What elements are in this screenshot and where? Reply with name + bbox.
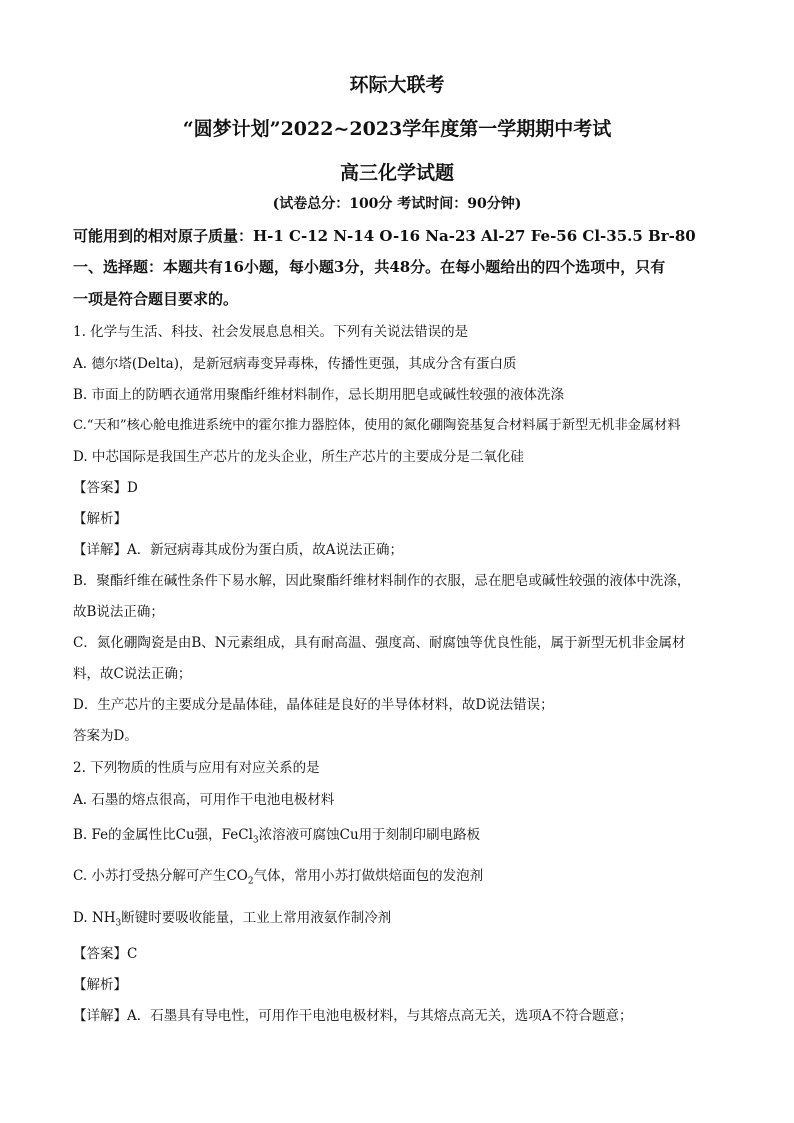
exam-title: “圆梦计划”2022~2023学年度第一学期期中考试 — [182, 118, 612, 140]
formula-fecl3: FeCl$_3$ — [221, 827, 259, 846]
q1-option-b: B. 市面上的防晒衣通常用聚酯纤维材料制作，忌长期用肥皂或碱性较强的液体洗涤 — [73, 387, 565, 403]
q2-answer: 【答案】C — [73, 946, 138, 962]
q2-option-d — [73, 906, 391, 929]
q2-c-text-pre: C. 小苏打受热分解可产生 — [73, 868, 227, 884]
q1-explain-a: 【详解】A．新冠病毒其成份为蛋白质，故A说法正确； — [73, 542, 403, 558]
q2-c-text-post: 气体，常用小苏打做烘焙面包的发泡剂 — [253, 868, 484, 884]
q1-explain-c: C．氮化硼陶瓷是由B、N元素组成，具有耐高温、强度高、耐腐蚀等优良性能，属于新型无机非金属材 — [73, 635, 686, 651]
q2-d-text-post: 断键时要吸收能量，工业上常用液氨作制冷剂 — [121, 910, 392, 926]
q2-option-b — [73, 823, 480, 846]
q2-stem: 2. 下列物质的性质与应用有对应关系的是 — [73, 760, 320, 776]
q1-explain-d: D．生产芯片的主要成分是晶体硅，晶体硅是良好的半导体材料，故D说法错误； — [73, 697, 554, 713]
q1-explain-b: B．聚酯纤维在碱性条件下易水解，因此聚酯纤维材料制作的衣服，忌在肥皂或碱性较强的液体中洗涤， — [73, 573, 691, 589]
q2-analysis-label: 【解析】 — [73, 977, 127, 993]
q2-b-text-pre: B. Fe的金属性比Cu强， — [73, 827, 222, 843]
q2-option-a: A. 石墨的熔点很高，可用作干电池电极材料 — [73, 792, 335, 808]
q1-final: 答案为D。 — [73, 728, 138, 744]
q2-d-text-pre: D. — [73, 910, 92, 926]
subject-title: 高三化学试题 — [339, 162, 454, 184]
q1-option-d: D. 中芯国际是我国生产芯片的龙头企业，所生产芯片的主要成分是二氧化硅 — [73, 449, 524, 465]
atomic-mass-line: 可能用到的相对原子质量：H-1 C-12 N-14 O-16 Na-23 Al-27 Fe-56 Cl-35.5 Br-80 — [73, 227, 696, 245]
formula-nh3: $NH_3$ — [91, 910, 122, 929]
q2-option-c — [73, 864, 483, 887]
q1-option-a: A. 德尔塔(Delta)，是新冠病毒变异毒株，传播性更强，其成分含有蛋白质 — [73, 356, 517, 372]
q2-b-text-post: 浓溶液可腐蚀Cu用于刻制印刷电路板 — [258, 827, 481, 843]
q1-analysis-label: 【解析】 — [73, 511, 127, 527]
q1-stem: 1. 化学与生活、科技、社会发展息息相关。下列有关说法错误的是 — [73, 324, 469, 340]
org-title: 环际大联考 — [349, 74, 445, 96]
q1-explain-c-cont: 料，故C说法正确； — [73, 666, 192, 682]
q1-answer: 【答案】D — [73, 480, 138, 496]
formula-co2: $CO_2$ — [226, 868, 254, 887]
q2-explain-a: 【详解】A．石墨具有导电性，可用作干电池电极材料，与其熔点高无关，选项A不符合题意； — [73, 1008, 633, 1024]
q1-option-c: C.“天和”核心舱电推进系统中的霍尔推力器腔体，使用的氮化硼陶瓷基复合材料属于新型无机非金属材料 — [73, 418, 681, 433]
q1-explain-b-cont: 故B说法正确； — [73, 604, 164, 620]
section-heading-line1: 一、选择题：本题共有16小题，每小题3分，共48分。在每小题给出的四个选项中，只有 — [73, 258, 666, 276]
section-heading-line2: 一项是符合题目要求的。 — [73, 290, 239, 308]
exam-meta: (试卷总分：100分 考试时间：90分钟) — [272, 196, 522, 212]
